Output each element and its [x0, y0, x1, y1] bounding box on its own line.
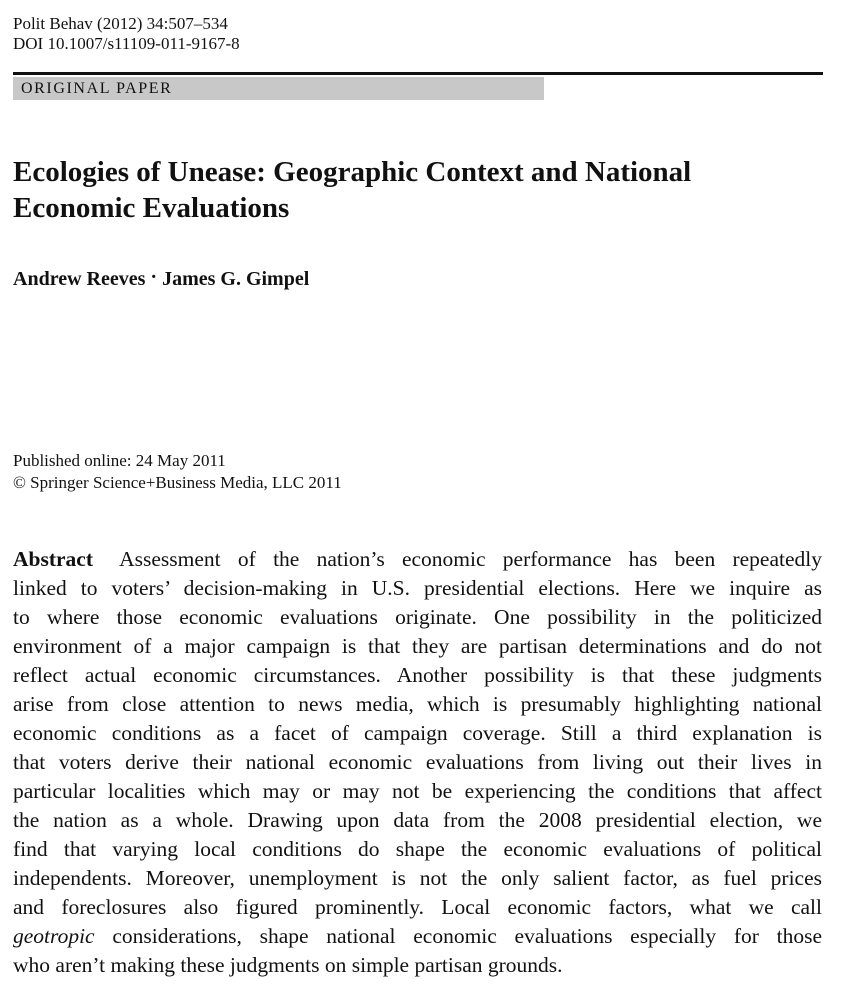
- abstract-line: reflect actual economic circumstances. Another possibility is that these judgments: [13, 663, 822, 687]
- journal-header: [13, 14, 240, 54]
- abstract-line: particular localities which may or may not be experiencing the conditions that affect: [13, 779, 822, 803]
- abstract-line: independents. Moreover, unemployment is not the only salient factor, as fuel prices: [13, 866, 822, 890]
- abstract-line: and foreclosures also figured prominently. Local economic factors, what we call: [13, 895, 822, 919]
- abstract-line: arise from close attention to news media, which is presumably highlighting national: [13, 692, 822, 716]
- abstract-line: environment of a major campaign is that they are partisan determinations and do not: [13, 634, 822, 658]
- abstract-line: find that varying local conditions do shape the economic evaluations of political: [13, 837, 822, 861]
- abstract-line: that voters derive their national economic evaluations from living out their lives in: [13, 750, 822, 774]
- abstract-text: considerations, shape national economic evaluations especially for those: [94, 924, 822, 948]
- paper-title: [13, 154, 833, 226]
- author-name[interactable]: James G. Gimpel: [162, 268, 310, 290]
- abstract-line: [13, 545, 822, 574]
- abstract-emphasis: geotropic: [13, 924, 95, 948]
- published-online-date: Published online: 24 May 2011: [13, 451, 226, 470]
- abstract-line: who aren’t making these judgments on simple partisan grounds.: [13, 953, 563, 977]
- publication-info: [13, 450, 342, 494]
- title-line-1: Ecologies of Unease: Geographic Context and National: [13, 156, 692, 188]
- doi-link[interactable]: DOI 10.1007/s11109-011-9167-8: [13, 34, 240, 53]
- author-separator: ·: [150, 266, 158, 288]
- abstract-section: [13, 545, 822, 980]
- title-line-2: Economic Evaluations: [13, 192, 290, 224]
- abstract-line: linked to voters’ decision-making in U.S. presidential elections. Here we inquire as: [13, 576, 822, 600]
- copyright-notice: © Springer Science+Business Media, LLC 2011: [13, 473, 342, 492]
- author-name[interactable]: Andrew Reeves: [13, 268, 146, 290]
- section-label: ORIGINAL PAPER: [21, 80, 173, 97]
- abstract-line: the nation as a whole. Drawing upon data from the 2008 presidential election, we: [13, 808, 822, 832]
- abstract-text: Assessment of the nation’s economic performance has been repeatedly: [119, 547, 822, 571]
- journal-citation: Polit Behav (2012) 34:507–534: [13, 14, 228, 33]
- abstract-heading: Abstract: [13, 547, 94, 571]
- author-list: [13, 266, 309, 292]
- abstract-line: economic conditions as a facet of campaign coverage. Still a third explanation is: [13, 721, 822, 745]
- abstract-line: to where those economic evaluations originate. One possibility in the politicized: [13, 605, 822, 629]
- section-label-band: [13, 77, 544, 100]
- abstract-line: [13, 922, 822, 951]
- header-rule: [13, 72, 823, 75]
